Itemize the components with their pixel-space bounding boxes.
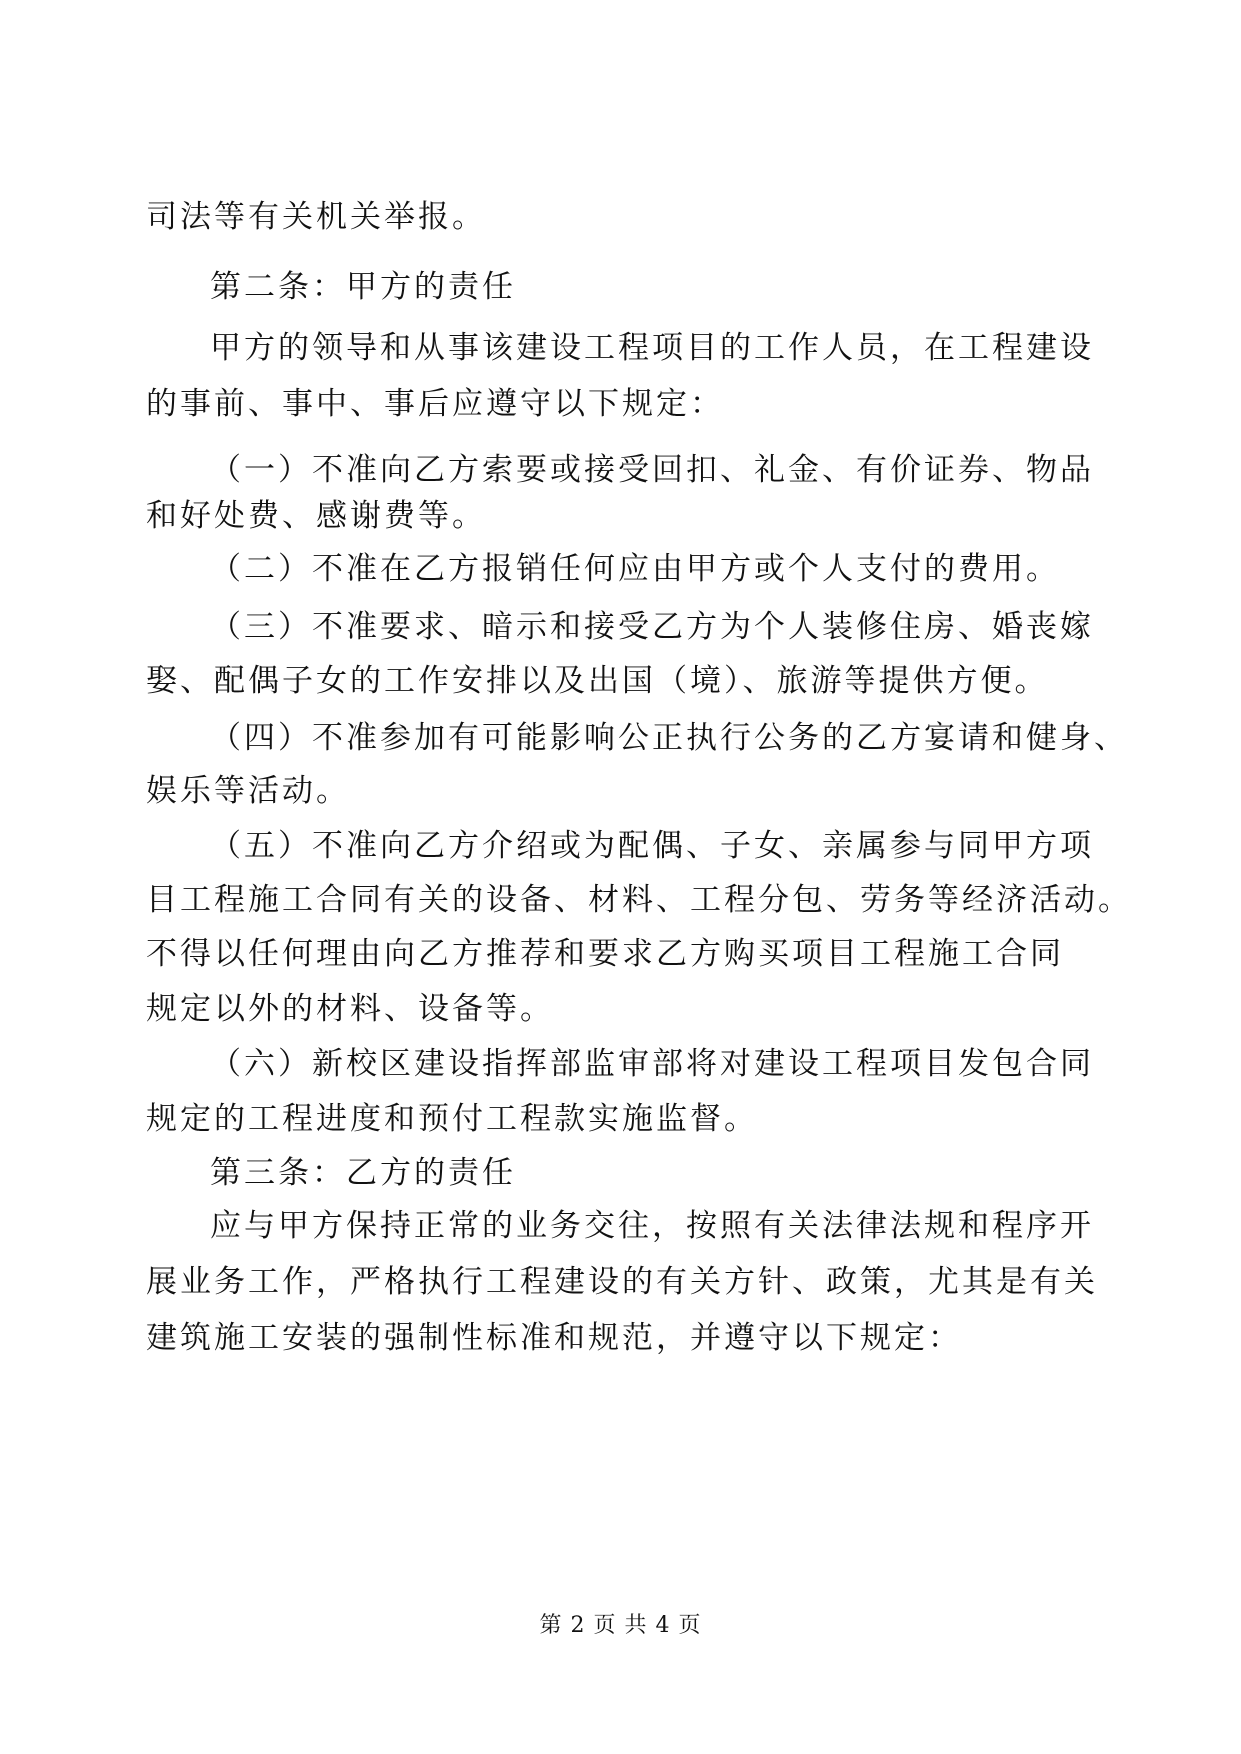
text-line-20: 展业务工作，严格执行工程建设的有关方针、政策，尤其是有关 xyxy=(146,1264,1098,1300)
clause-2-line-1: （二）不准在乙方报销任何应由甲方或个人支付的费用。 xyxy=(210,551,1060,587)
clause-5-line-3: 不得以任何理由向乙方推荐和要求乙方购买项目工程施工合同 xyxy=(146,936,1064,972)
text-line-4: 的事前、事中、事后应遵守以下规定： xyxy=(146,386,724,422)
text-line-21: 建筑施工安装的强制性标准和规范，并遵守以下规定： xyxy=(146,1320,962,1356)
page-number-footer: 第 2 页 共 4 页 xyxy=(539,1613,702,1638)
clause-6-line-2: 规定的工程进度和预付工程款实施监督。 xyxy=(146,1101,758,1137)
clause-5-line-2: 目工程施工合同有关的设备、材料、工程分包、劳务等经济活动。 xyxy=(146,882,1132,918)
clause-5-line-4: 规定以外的材料、设备等。 xyxy=(146,991,554,1027)
clause-3-line-1: （三）不准要求、暗示和接受乙方为个人装修住房、婚丧嫁 xyxy=(210,609,1094,645)
article-2-heading: 第二条：甲方的责任 xyxy=(210,269,516,305)
text-line-19: 应与甲方保持正常的业务交往，按照有关法律法规和程序开 xyxy=(210,1208,1094,1244)
clause-1-line-1: （一）不准向乙方索要或接受回扣、礼金、有价证券、物品 xyxy=(210,452,1094,488)
clause-1-line-2: 和好处费、感谢费等。 xyxy=(146,498,486,534)
clause-4-line-1: （四）不准参加有可能影响公正执行公务的乙方宴请和健身、 xyxy=(210,720,1128,756)
clause-4-line-2: 娱乐等活动。 xyxy=(146,773,350,809)
text-line-1: 司法等有关机关举报。 xyxy=(146,199,486,235)
article-3-heading: 第三条：乙方的责任 xyxy=(210,1155,516,1191)
clause-3-line-2: 娶、配偶子女的工作安排以及出国（境）、旅游等提供方便。 xyxy=(146,663,1049,699)
clause-5-line-1: （五）不准向乙方介绍或为配偶、子女、亲属参与同甲方项 xyxy=(210,828,1094,864)
text-line-3: 甲方的领导和从事该建设工程项目的工作人员，在工程建设 xyxy=(210,330,1094,366)
clause-6-line-1: （六）新校区建设指挥部监审部将对建设工程项目发包合同 xyxy=(210,1046,1094,1082)
